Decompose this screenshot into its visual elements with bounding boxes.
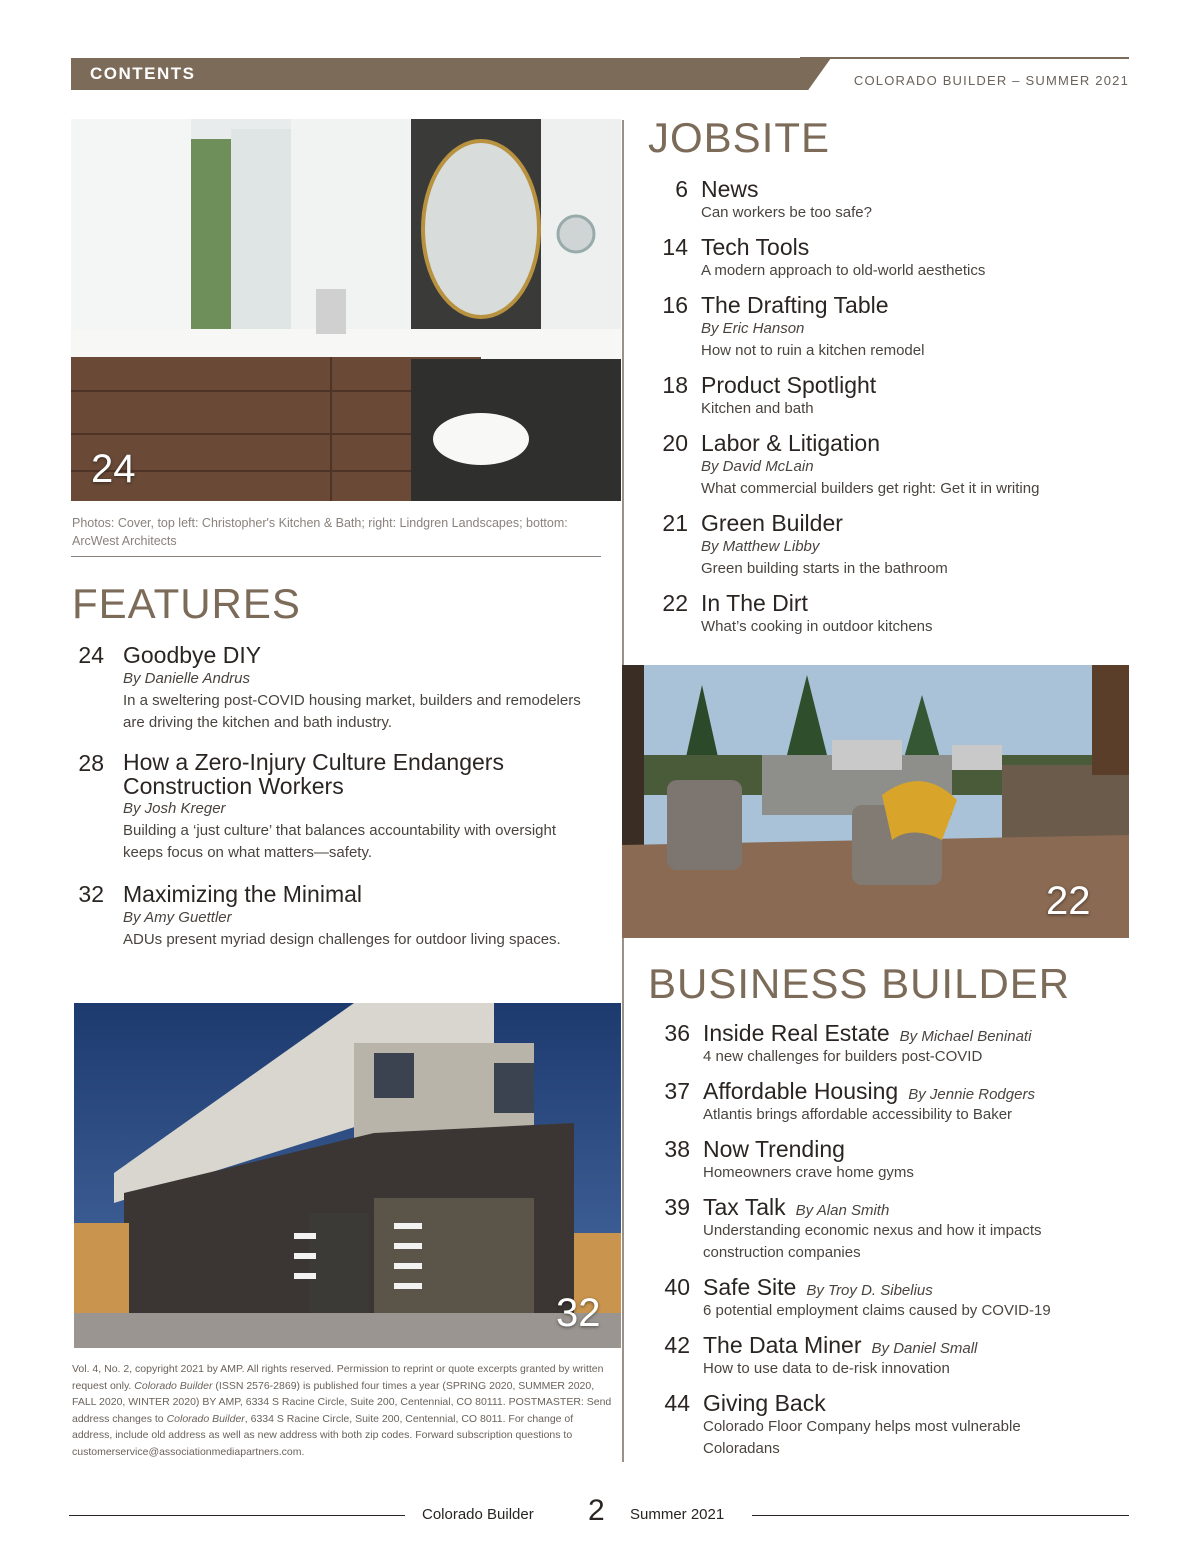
entry-description: Homeowners crave home gyms (703, 1164, 914, 1181)
entry-title: Inside Real Estate (703, 1020, 890, 1046)
entry-description: Kitchen and bath (701, 400, 814, 417)
legal-text: (ISSN 2576-2869) is published four times a year (SPRING 2020, SUMMER 2020, FALL 2020, WINTER 2020) BY AMP, 6334 S Racine Circle, Suite 200, Centennial, CO 80111. POSTMASTER: Send address changes to (72, 1379, 612, 1425)
business-entry[interactable] (648, 1020, 1118, 1068)
publication-line: COLORADO BUILDER – SUMMER 2021 (853, 73, 1129, 88)
business-entry[interactable] (648, 1194, 1118, 1264)
entry-description: How not to ruin a kitchen remodel (701, 342, 925, 359)
entry-page-number: 44 (664, 1390, 690, 1416)
entry-title: Giving Back (703, 1390, 826, 1416)
business-entry[interactable] (648, 1078, 1118, 1126)
feature-entry[interactable] (72, 750, 592, 864)
entry-description: Green building starts in the bathroom (701, 560, 948, 577)
entry-title: The Data Miner (703, 1332, 862, 1358)
entry-page-number: 16 (662, 292, 688, 318)
entry-title: Safe Site (703, 1274, 797, 1300)
photo-credits: Photos: Cover, top left: Christopher's Kitchen & Bath; right: Lindgren Landscapes; bottom: ArcWest Architects (72, 516, 568, 548)
garage-illustration (74, 1003, 621, 1348)
jobsite-heading: JOBSITE (648, 114, 831, 161)
entry-author: By Alan Smith (795, 1202, 890, 1219)
entry-author: By Matthew Libby (701, 538, 820, 555)
entry-title: Tax Talk (703, 1194, 786, 1220)
entry-description: Colorado Floor Company helps most vulnerable Coloradans (703, 1418, 1021, 1457)
entry-title: Affordable Housing (703, 1078, 899, 1104)
business-builder-heading: BUSINESS BUILDER (648, 960, 1071, 1007)
entry-author: By Eric Hanson (701, 320, 805, 337)
jobsite-entry[interactable] (648, 590, 1118, 638)
legal-text: , 6334 S Racine Circle, Suite 200, Centennial, CO 8011. For change of address, include old address as well as new address with both zip codes. Forward subscription questions to customerservice@associationmediapartners.com. (72, 1412, 574, 1458)
footer-rule (69, 1515, 405, 1516)
jobsite-entry[interactable] (648, 372, 1118, 420)
entry-description: Understanding economic nexus and how it impacts construction companies (703, 1222, 1042, 1261)
entry-description: A modern approach to old-world aesthetics (701, 262, 986, 279)
photo-page-number: 22 (1046, 879, 1091, 923)
entry-description: Can workers be too safe? (701, 204, 872, 221)
entry-title: Product Spotlight (701, 372, 877, 398)
entry-page-number: 22 (662, 590, 688, 616)
section-label: CONTENTS (90, 64, 196, 83)
caption-rule (71, 556, 601, 557)
magazine-name: Colorado Builder (134, 1379, 213, 1392)
entry-description: What’s cooking in outdoor kitchens (701, 618, 933, 635)
entry-title: Maximizing the Minimal (123, 881, 363, 907)
bathroom-photo (71, 119, 621, 501)
entry-author: By Amy Guettler (123, 909, 232, 926)
entry-page-number: 42 (664, 1332, 690, 1358)
entry-title: Green Builder (701, 510, 843, 536)
feature-entry[interactable] (72, 642, 592, 734)
business-entry[interactable] (648, 1274, 1118, 1322)
page-number: 2 (588, 1494, 605, 1527)
entry-author: By Daniel Small (871, 1340, 978, 1357)
footer-issue: Summer 2021 (630, 1506, 725, 1523)
entry-page-number: 36 (664, 1020, 690, 1046)
entry-author: By Danielle Andrus (123, 670, 251, 687)
jobsite-entry[interactable] (648, 176, 1118, 224)
entry-author: By Michael Beninati (899, 1028, 1032, 1045)
entry-page-number: 24 (78, 642, 104, 668)
jobsite-entry[interactable] (648, 430, 1118, 500)
entry-author: By Josh Kreger (123, 800, 226, 817)
footer-rule (752, 1515, 1129, 1516)
entry-author: By Jennie Rodgers (908, 1086, 1035, 1103)
entry-page-number: 39 (664, 1194, 690, 1220)
entry-title: The Drafting Table (701, 292, 889, 318)
entry-title: Labor & Litigation (701, 430, 881, 456)
magazine-name: Colorado Builder (166, 1412, 245, 1425)
feature-entry[interactable] (72, 881, 592, 951)
photo-page-number: 24 (91, 447, 136, 491)
entry-description: Atlantis brings affordable accessibility to Baker (703, 1106, 1013, 1123)
entry-page-number: 40 (664, 1274, 690, 1300)
entry-title: Now Trending (703, 1136, 845, 1162)
entry-description: What commercial builders get right: Get it in writing (701, 480, 1040, 497)
entry-page-number: 6 (675, 176, 688, 202)
entry-title: Tech Tools (701, 234, 810, 260)
entry-page-number: 14 (662, 234, 688, 260)
entry-title: How a Zero-Injury Culture Endangers Construction Workers (123, 749, 504, 799)
jobsite-entry[interactable] (648, 510, 1118, 580)
entry-page-number: 21 (662, 510, 688, 536)
entry-title: In The Dirt (701, 590, 808, 616)
entry-description: In a sweltering post-COVID housing market, builders and remodelers are driving the kitchen and bath industry. (123, 692, 581, 731)
legal-text: Vol. 4, No. 2, copyright 2021 by AMP. All rights reserved. Permission to reprint or quote excerpts granted by written request only. (72, 1363, 604, 1392)
entry-page-number: 37 (664, 1078, 690, 1104)
photo-page-number: 32 (556, 1291, 601, 1335)
entry-page-number: 38 (664, 1136, 690, 1162)
legal-notice (72, 1361, 612, 1460)
entry-description: ADUs present myriad design challenges for outdoor living spaces. (123, 931, 561, 948)
business-entry[interactable] (648, 1332, 1118, 1380)
entry-description: 6 potential employment claims caused by COVID-19 (703, 1302, 1051, 1319)
entry-description: 4 new challenges for builders post-COVID (703, 1048, 983, 1065)
entry-description: How to use data to de-risk innovation (703, 1360, 950, 1377)
entry-title: Goodbye DIY (123, 642, 262, 668)
footer-publication: Colorado Builder (422, 1506, 534, 1523)
features-heading: FEATURES (72, 580, 301, 627)
entry-page-number: 28 (78, 750, 104, 776)
business-entry[interactable] (648, 1390, 1118, 1460)
entry-page-number: 32 (78, 881, 104, 907)
entry-page-number: 18 (662, 372, 688, 398)
entry-page-number: 20 (662, 430, 688, 456)
header-rule (800, 57, 1129, 59)
business-entry[interactable] (648, 1136, 1118, 1184)
entry-author: By David McLain (701, 458, 814, 475)
jobsite-entry[interactable] (648, 292, 1118, 362)
jobsite-entry[interactable] (648, 234, 1118, 282)
garage-photo (74, 1003, 621, 1348)
patio-photo (622, 665, 1129, 938)
entry-description: Building a ‘just culture’ that balances accountability with oversight keeps focus on what matters—safety. (123, 822, 557, 861)
entry-title: News (701, 176, 759, 202)
entry-author: By Troy D. Sibelius (806, 1282, 933, 1299)
bathroom-illustration (71, 119, 621, 501)
